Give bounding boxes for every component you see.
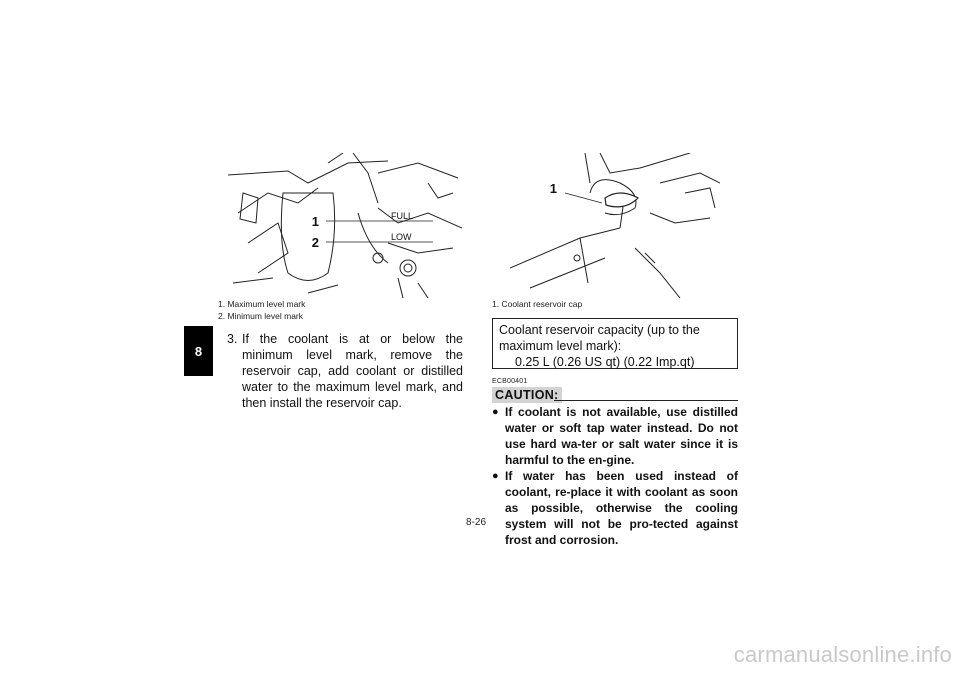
right-figure-caption: 1. Coolant reservoir cap xyxy=(492,299,583,309)
page-number: 8-26 xyxy=(466,517,487,528)
coolant-level-illustration xyxy=(228,153,462,298)
section-tab: 8 xyxy=(184,326,213,376)
caution-item-text: If water has been used instead of coolant, re-place it with coolant as soon as possible, otherwise the cooling system will not be pro-tected against frost and corrosion. xyxy=(505,469,738,547)
caption-max-level: 1. Maximum level mark xyxy=(218,299,306,309)
caution-label: CAUTION: xyxy=(492,387,562,403)
bullet-icon: ● xyxy=(492,470,499,482)
low-label: LOW xyxy=(391,232,412,242)
watermark: carmanualsonline.info xyxy=(733,642,952,667)
step-3 xyxy=(229,331,463,411)
callout-2: 2 xyxy=(311,235,319,250)
spec-value: 0.25 L (0.26 US qt) (0.22 Imp.qt) xyxy=(515,355,695,369)
caution-code: ECB00401 xyxy=(492,378,528,385)
step-number: 3. xyxy=(227,332,238,346)
step-text: If the coolant is at or below the minimum level mark, remove the reservoir cap, add coolant or distilled water to the maximum level mark, and then install the reservoir cap. xyxy=(242,332,463,410)
bullet-icon: ● xyxy=(492,406,499,418)
caution-item xyxy=(492,468,738,548)
caution-list xyxy=(492,404,738,548)
coolant-capacity-spec-box xyxy=(492,318,738,369)
caption-min-level: 2. Minimum level mark xyxy=(218,311,304,321)
caution-rule xyxy=(554,400,738,401)
reservoir-cap-illustration xyxy=(510,153,720,298)
spec-label: Coolant reservoir capacity (up to the maximum level mark): xyxy=(499,323,700,353)
cap-callout-1: 1 xyxy=(549,181,557,196)
caution-item xyxy=(492,404,738,468)
full-label: FULL xyxy=(391,211,414,221)
callout-1: 1 xyxy=(311,214,319,229)
left-figure-captions xyxy=(218,298,305,322)
caution-item-text: If coolant is not available, use distilled water or soft tap water instead. Do not use hard wa-ter or salt water since it is harmful to the en-gine. xyxy=(505,405,738,467)
